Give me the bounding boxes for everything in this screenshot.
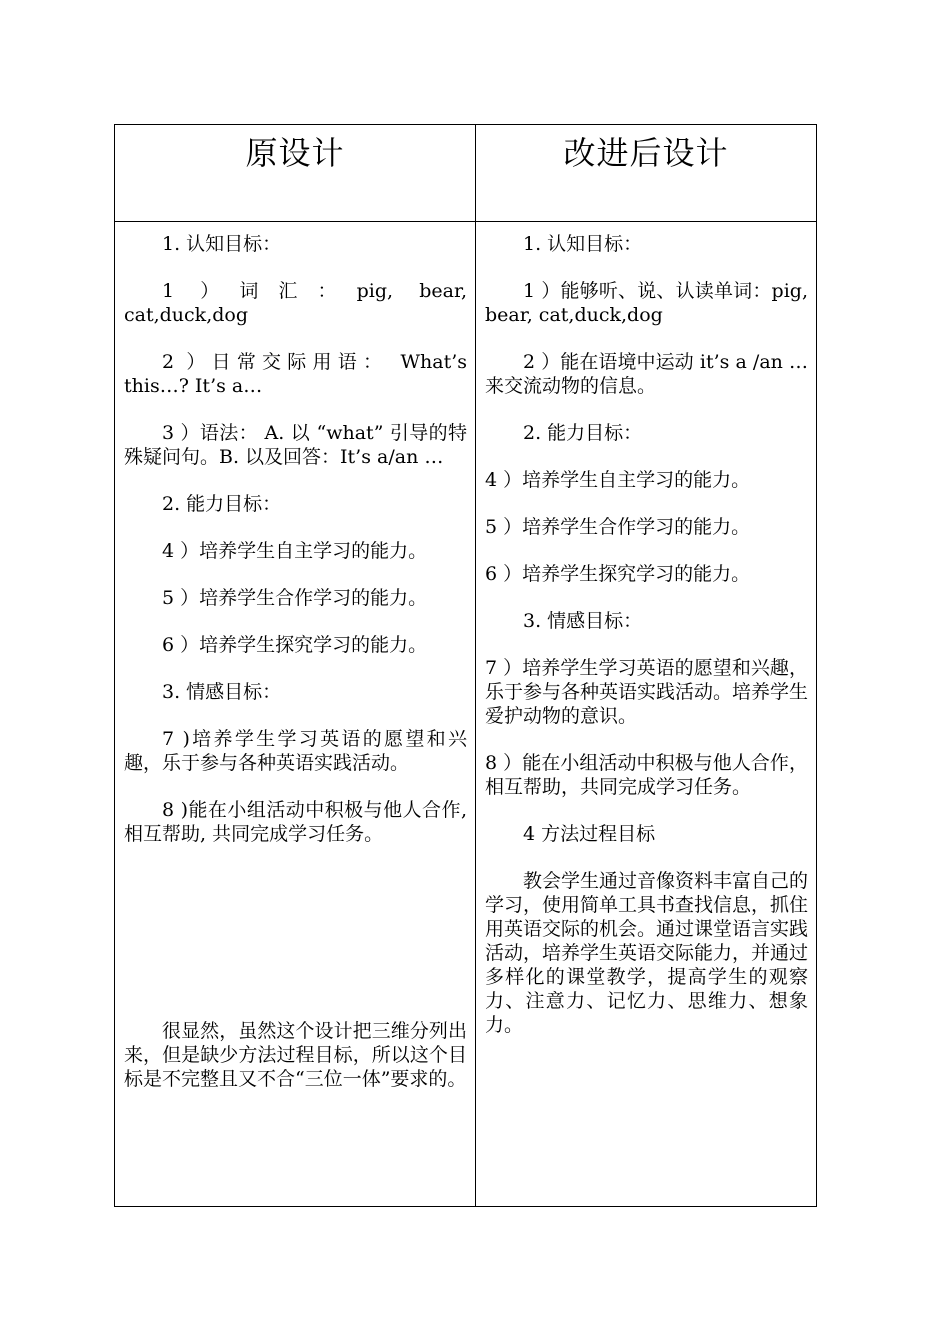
improved-objective-item: 2. 能力目标： [523, 422, 643, 444]
improved-objective-item: 教会学生通过音像资料丰富自己的学习，使用简单工具书查找信息，抓住用英语交际的机会。通过课堂语言实践活动，培养学生英语交际能力，并通过多样化的课堂教学，提高学生的观察力、注意力、记忆力、思维力、想象力。 [485, 870, 809, 1036]
header-cell-improved [476, 125, 817, 222]
improved-design-column [476, 222, 816, 1037]
improved-design-cell [476, 222, 817, 1207]
improved-objectives-list [485, 232, 808, 1037]
improved-objective-item: 8 ）能在小组活动中积极与他人合作，相互帮助，共同完成学习任务。 [485, 752, 808, 798]
header-improved: 改进后设计 [563, 134, 729, 172]
original-objective-item: 4 ）培养学生自主学习的能力。 [162, 540, 428, 562]
header-cell-original [115, 125, 476, 222]
original-comment: 很显然，虽然这个设计把三维分列出来，但是缺少方法过程目标，所以这个目标是不完整且又不合“三位一体”要求的。 [124, 1020, 467, 1090]
improved-objective-item: 1. 认知目标： [523, 233, 643, 255]
original-objective-item: 3. 情感目标： [162, 681, 282, 703]
table-body-row [115, 222, 817, 1207]
original-design-cell [115, 222, 476, 1207]
improved-objective-item: 4 方法过程目标 [523, 823, 656, 845]
improved-objective-item: 7 ）培养学生学习英语的愿望和兴趣，乐于参与各种英语实践活动。培养学生爱护动物的意识。 [485, 657, 809, 727]
improved-objective-item: 4 ）培养学生自主学习的能力。 [485, 469, 751, 491]
original-objective-item: 2. 能力目标： [162, 493, 282, 515]
improved-objective-item: 3. 情感目标： [523, 610, 643, 632]
improved-objective-item: 1 ）能够听、说、认读单词：pig, bear, cat,duck,dog [485, 280, 808, 326]
original-design-column [115, 222, 475, 1091]
original-objective-item: 2 ）日常交际用语： What’s this…? It’s a… [124, 351, 467, 397]
original-objective-item: 1. 认知目标： [162, 233, 282, 255]
improved-objective-item: 2 ）能在语境中运动 it’s a /an …来交流动物的信息。 [485, 351, 808, 397]
original-objectives-list [124, 232, 467, 846]
original-objective-item: 5 ）培养学生合作学习的能力。 [162, 587, 428, 609]
original-objective-item: 6 ）培养学生探究学习的能力。 [162, 634, 428, 656]
header-original: 原设计 [245, 134, 345, 172]
table-header-row [115, 125, 817, 222]
improved-objective-item: 5 ）培养学生合作学习的能力。 [485, 516, 751, 538]
original-objective-item: 3 ）语法： A. 以 “what” 引导的特殊疑问句。B. 以及回答：It’s a/an … [124, 422, 467, 468]
comparison-table [114, 124, 817, 1207]
original-objective-item: 8 )能在小组活动中积极与他人合作, 相互帮助, 共同完成学习任务。 [124, 799, 467, 845]
original-objective-item: 1 ）词汇：pig, bear, cat,duck,dog [124, 280, 467, 326]
original-objective-item: 7 )培养学生学习英语的愿望和兴趣，乐于参与各种英语实践活动。 [124, 728, 467, 774]
improved-objective-item: 6 ）培养学生探究学习的能力。 [485, 563, 751, 585]
